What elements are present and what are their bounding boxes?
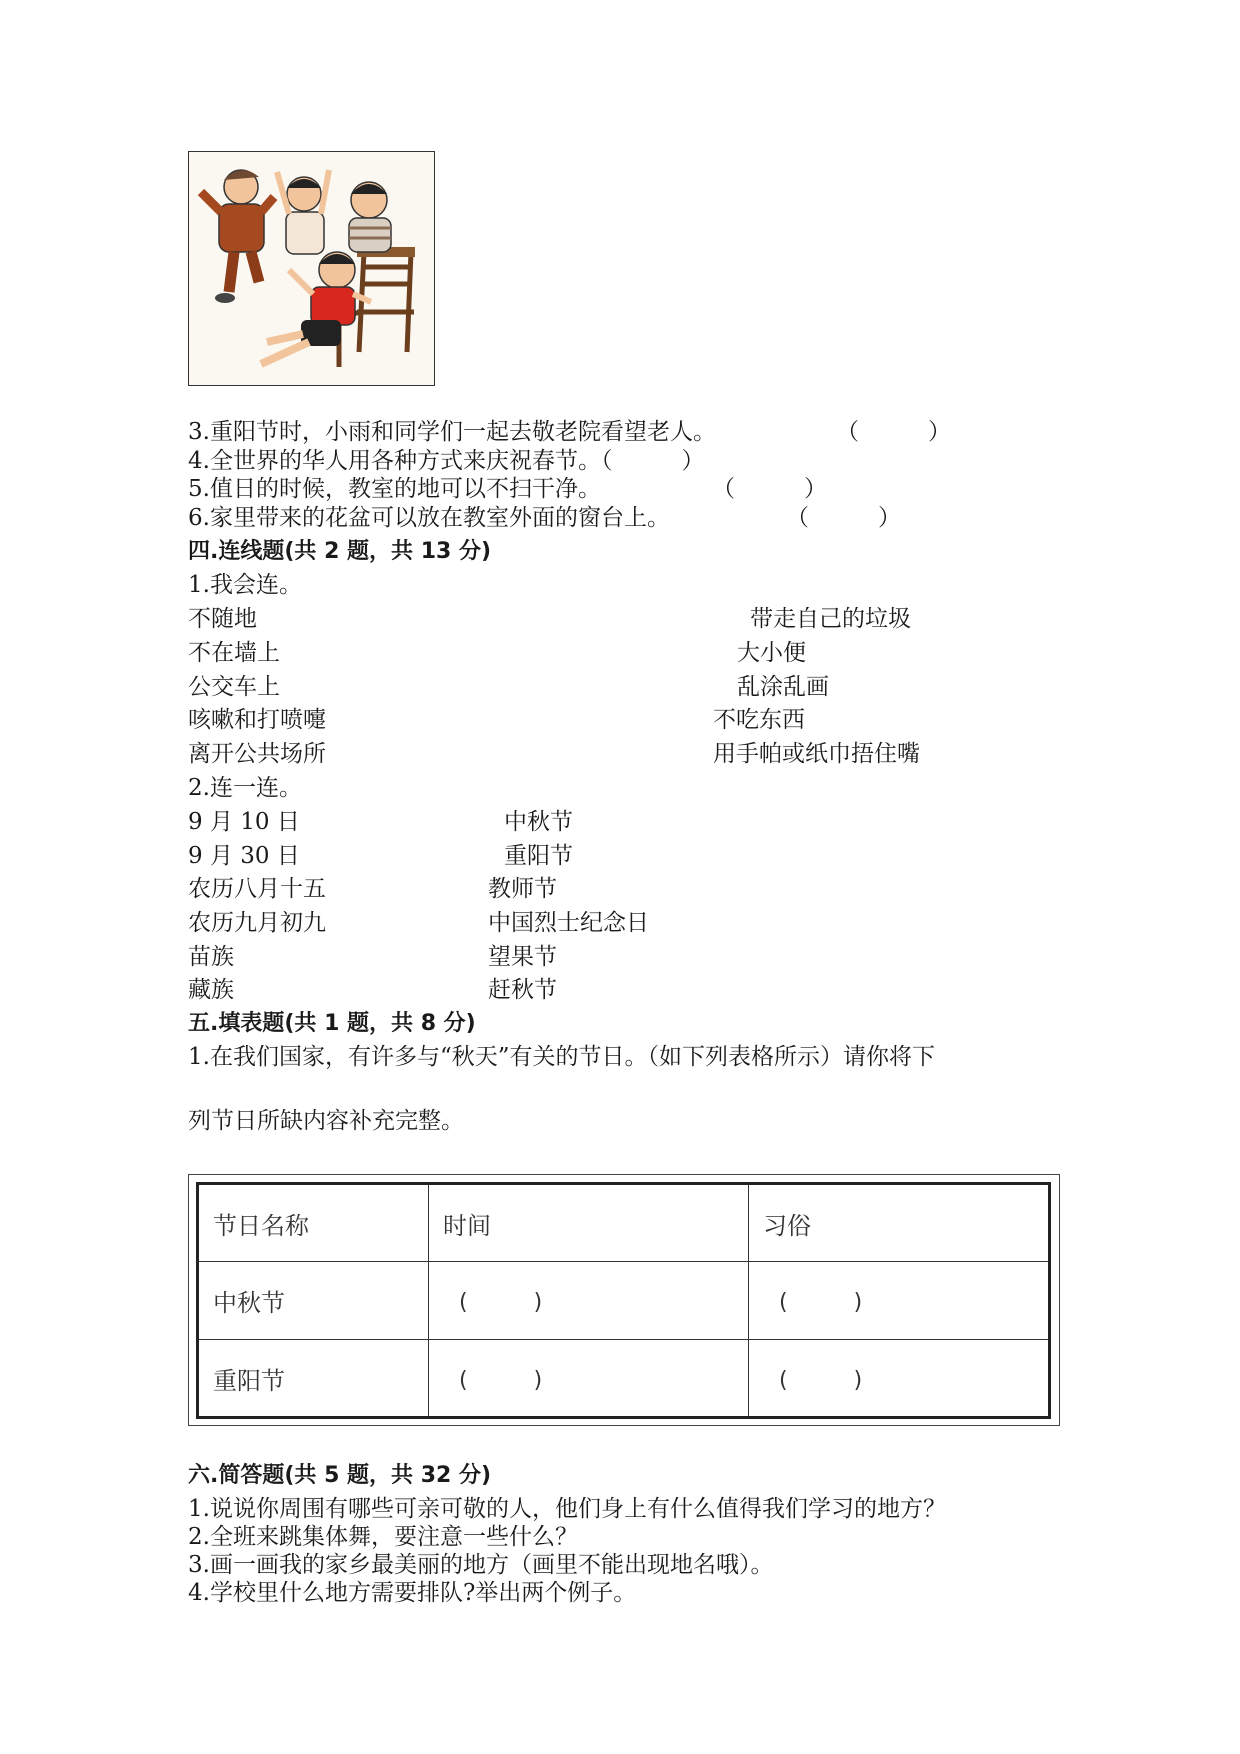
matching-q2-left-item[interactable]: 农历八月十五 — [188, 876, 326, 902]
table-header-custom: 习俗 — [749, 1184, 1050, 1262]
matching-q1-left-item[interactable]: 不在墙上 — [188, 640, 280, 666]
judge-item-4: 4.全世界的华人用各种方式来庆祝春节。（ ） — [188, 448, 705, 474]
matching-q1-right-item[interactable]: 带走自己的垃圾 — [750, 606, 911, 632]
matching-q2-right-item[interactable]: 望果节 — [488, 944, 557, 970]
matching-q2-left-item[interactable]: 苗族 — [188, 944, 234, 970]
classroom-play-illustration — [188, 151, 435, 386]
table-cell-custom-blank[interactable]: ( ) — [749, 1340, 1050, 1418]
section-6-heading: 六.简答题(共 5 题，共 32 分) — [188, 1463, 492, 1488]
table-cell-festival: 中秋节 — [198, 1262, 429, 1340]
matching-q2-right-item[interactable]: 赶秋节 — [488, 977, 557, 1003]
judge-item-5-answer-parens[interactable]: （ ） — [712, 476, 827, 502]
matching-q2-right-item[interactable]: 教师节 — [488, 876, 557, 902]
table-header-festival-name: 节日名称 — [198, 1184, 429, 1262]
judge-item-6: 6.家里带来的花盆可以放在教室外面的窗台上。 — [188, 505, 670, 531]
matching-q1-title: 1.我会连。 — [188, 572, 302, 598]
matching-q2-left-item[interactable]: 9 月 30 日 — [188, 843, 300, 869]
matching-q2-right-item[interactable]: 中秋节 — [504, 809, 573, 835]
judge-item-5: 5.值日的时候，教室的地可以不扫干净。 — [188, 476, 601, 502]
table-header-time: 时间 — [429, 1184, 749, 1262]
matching-q2-left-item[interactable]: 9 月 10 日 — [188, 809, 300, 835]
table-cell-custom-blank[interactable]: ( ) — [749, 1262, 1050, 1340]
table-cell-festival: 重阳节 — [198, 1340, 429, 1418]
table-cell-time-blank[interactable]: ( ) — [429, 1262, 749, 1340]
matching-q1-left-item[interactable]: 咳嗽和打喷嚏 — [188, 707, 326, 733]
matching-q1-right-item[interactable]: 大小便 — [737, 640, 806, 666]
section-5-heading: 五.填表题(共 1 题，共 8 分) — [188, 1011, 476, 1036]
matching-q1-left-item[interactable]: 离开公共场所 — [188, 741, 326, 767]
judge-item-3-answer-parens[interactable]: （ ） — [836, 419, 951, 445]
matching-q2-right-item[interactable]: 重阳节 — [504, 843, 573, 869]
matching-q1-left-item[interactable]: 不随地 — [188, 606, 257, 632]
table-cell-time-blank[interactable]: ( ) — [429, 1340, 749, 1418]
short-answer-item: 3.画一画我的家乡最美丽的地方（画里不能出现地名哦）。 — [188, 1552, 774, 1578]
short-answer-item: 4.学校里什么地方需要排队?举出两个例子。 — [188, 1580, 637, 1606]
children-playing-picture — [189, 152, 434, 385]
matching-q2-left-item[interactable]: 农历九月初九 — [188, 910, 326, 936]
fill-table-question-line-1: 1.在我们国家，有许多与“秋天”有关的节日。（如下列表格所示）请你将下 — [188, 1044, 935, 1070]
festival-table — [196, 1182, 1051, 1419]
fill-table-question-line-2: 列节日所缺内容补充完整。 — [188, 1108, 464, 1134]
short-answer-item: 1.说说你周围有哪些可亲可敬的人，他们身上有什么值得我们学习的地方？ — [188, 1496, 946, 1522]
matching-q1-left-item[interactable]: 公交车上 — [188, 674, 280, 700]
short-answer-item: 2.全班来跳集体舞，要注意一些什么？ — [188, 1524, 578, 1550]
matching-q2-right-item[interactable]: 中国烈士纪念日 — [488, 910, 649, 936]
matching-q1-right-item[interactable]: 乱涂乱画 — [737, 674, 829, 700]
matching-q1-right-item[interactable]: 不吃东西 — [713, 707, 805, 733]
judge-item-6-answer-parens[interactable]: （ ） — [786, 505, 901, 531]
matching-q2-title: 2.连一连。 — [188, 775, 302, 801]
judge-item-3: 3.重阳节时，小雨和同学们一起去敬老院看望老人。 — [188, 419, 716, 445]
festival-table-frame — [188, 1174, 1060, 1426]
matching-q1-right-item[interactable]: 用手帕或纸巾捂住嘴 — [713, 741, 920, 767]
section-4-heading: 四.连线题(共 2 题，共 13 分) — [188, 539, 492, 564]
matching-q2-left-item[interactable]: 藏族 — [188, 977, 234, 1003]
